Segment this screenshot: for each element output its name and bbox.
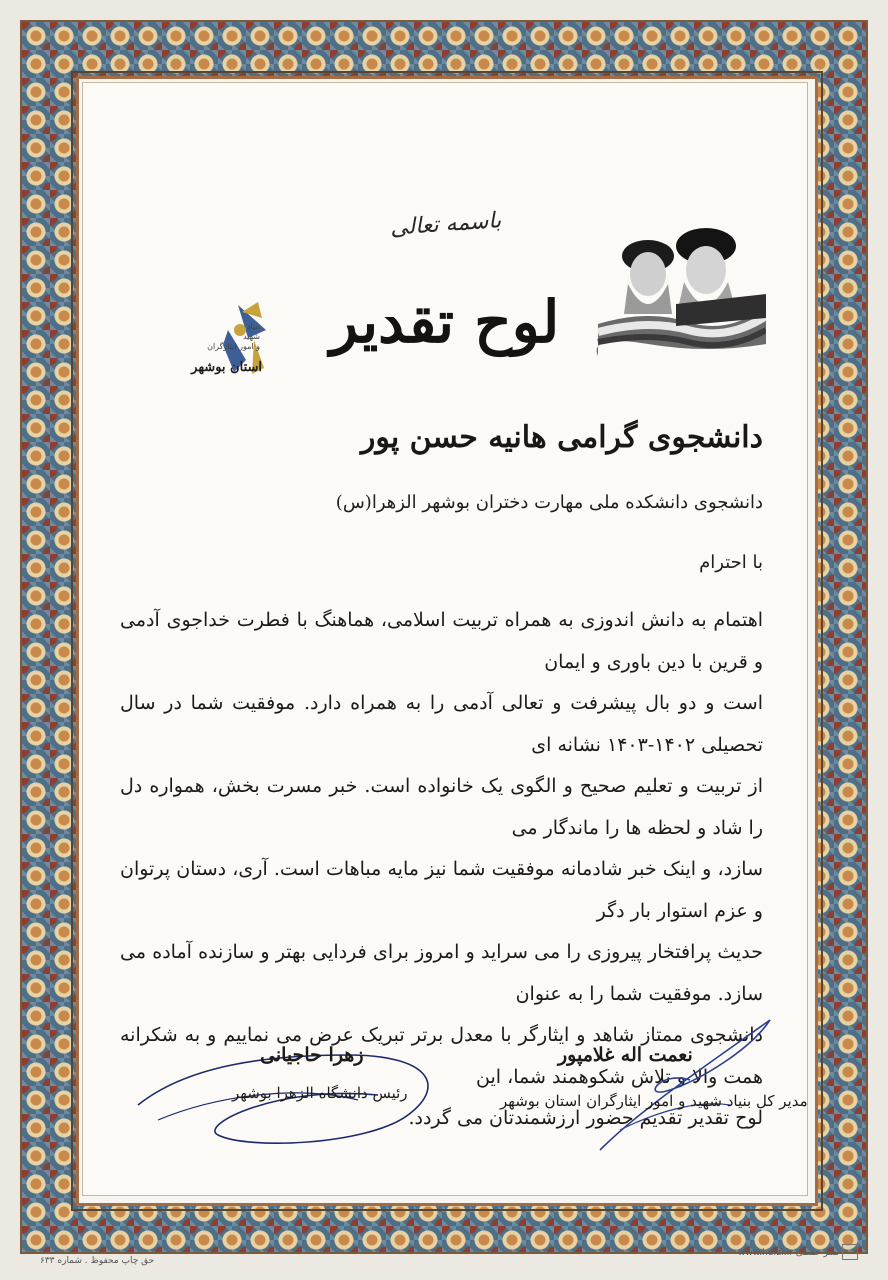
basmala: باسمه تعالی [389,208,502,241]
body-line: است و دو بال پیشرفت و تعالی آدمی را به همراه دارد. موفقیت شما در سال تحصیلی ۱۴۰۲-۱۴۰۳ نشانه ای [120,692,763,756]
body-line: سازد، و اینک خبر شادمانه موفقیت شما نیز مایه مباهات است. آری، دستان پرتوان و عزم استوار بار دگر [120,858,763,922]
certificate-title: لوح تقدیر [330,288,560,356]
left-signatory-title: رئیس دانشگاه الزهرا بوشهر [232,1084,408,1102]
body-line: دانشجوی ممتاز شاهد و ایثارگر با معدل برتر تبریک عرض می نماییم و به شکرانه همت والا و تلاش شکوهمند شما، این [120,1024,763,1088]
body-line: حدیث پرافتخار پیروزی را می سراید و امروز برای فردایی بهتر و سازنده آماده می سازد. موفقیت شما را به عنوان [120,941,763,1005]
logo-province: استان بوشهر [191,360,262,375]
body-line: اهتمام به دانش اندوزی به همراه تربیت اسلامی، هماهنگ با فطرت خداجوی آدمی و قرین با دین باوری و ایمان [120,609,763,673]
left-signatory-name: زهرا حاجیانی [260,1044,364,1066]
institution-line: دانشجوی دانشکده ملی مهارت دختران بوشهر الزهرا(س) [335,492,763,513]
recipient-name: دانشجوی گرامی هانیه حسن پور [360,420,763,455]
body-line: از تربیت و تعلیم صحیح و الگوی یک خانواده است. خبر مسرت بخش، همواره دل را شاد و لحظه ها را ماندگار می [120,775,763,839]
portrait-image [588,214,766,362]
logo-line-1: بنیاد [246,322,260,331]
publisher-mark-icon [842,1244,858,1260]
right-signatory-name: نعمت اله غلامپور [558,1044,693,1066]
right-handwritten-signature-icon [580,1010,780,1160]
body-line: لوح تقدیر تقدیم حضور ارزشمندتان می گردد. [408,1107,763,1129]
logo-text [170,322,260,352]
logo-line-2: شهید [242,332,260,341]
logo-line-3: و امور ایثارگران [207,342,260,351]
footer-copyright: حق چاپ محفوظ . شماره ۶۳۳ [40,1256,155,1266]
right-signatory-title: مدیر کل بنیاد شهید و امور ایثارگران استان بوشهر [500,1092,808,1110]
footer-publisher: www.hefzi.ir نشر حفظی [738,1248,840,1258]
greeting: با احترام [699,552,763,573]
